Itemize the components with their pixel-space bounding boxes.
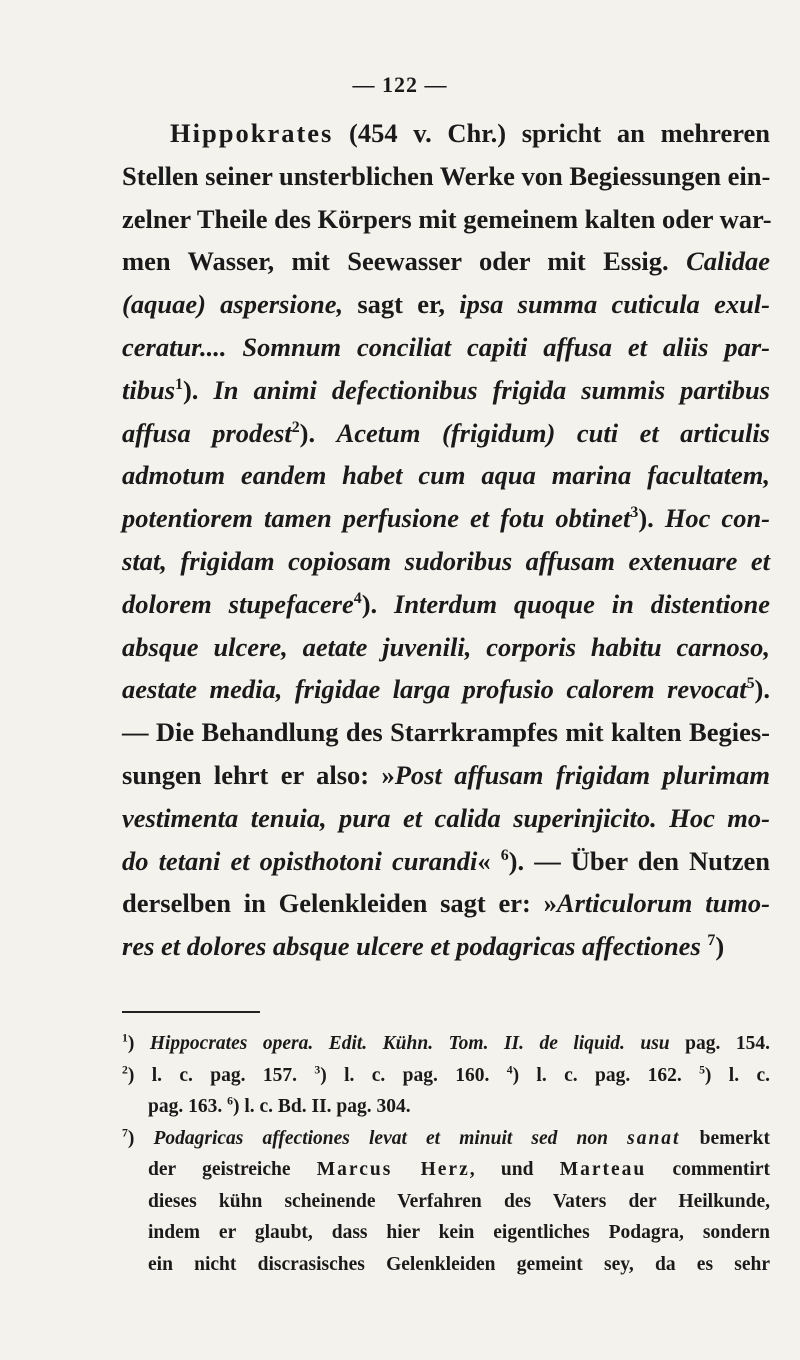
footnotes bbox=[122, 1028, 770, 1280]
text-run: pag. 154. bbox=[669, 1033, 770, 1054]
footnote-ref: 3 bbox=[630, 504, 639, 522]
footnote-ref: 5 bbox=[699, 1063, 705, 1076]
footnote-ref: 1 bbox=[175, 375, 183, 393]
latin-quote: Articulorum tumo- bbox=[556, 888, 770, 919]
latin-quote: ipsa summa cuticula exul- bbox=[459, 289, 771, 320]
latin-quote: res et dolores absque ulcere et podagricas affectiones bbox=[122, 931, 701, 962]
text-line bbox=[122, 882, 770, 925]
latin-quote: dolorem stupefacere bbox=[122, 588, 354, 619]
latin-quote: admotum eandem habet cum aqua marina facultatem, bbox=[122, 460, 770, 491]
footnote-line bbox=[122, 1123, 770, 1155]
page-number: — 122 — bbox=[352, 72, 448, 97]
main-text bbox=[122, 112, 770, 968]
footnote-ref: 7 bbox=[122, 1126, 128, 1139]
text-line bbox=[122, 626, 770, 669]
text-run: zelner Theile des Körpers mit gemeinem kalten oder war- bbox=[122, 203, 772, 234]
text-line bbox=[122, 155, 770, 198]
latin-quote: stat, frigidam copiosam sudoribus affusam extenuare et bbox=[122, 545, 770, 576]
footnote-ref: 3 bbox=[314, 1063, 321, 1076]
text-run: « bbox=[477, 845, 501, 876]
spaced-word: sanat bbox=[627, 1127, 681, 1149]
text-run: ) l. c. pag. 160. bbox=[320, 1064, 507, 1086]
footnote-ref: 4 bbox=[353, 589, 362, 607]
spaced-name: Hippokrates bbox=[170, 118, 334, 148]
text-run: bemerkt bbox=[680, 1127, 770, 1149]
latin-quote: Hippocrates opera. Edit. Kühn. Tom. II. de liquid. usu bbox=[149, 1033, 670, 1054]
footnote-line bbox=[122, 1028, 770, 1060]
text-line bbox=[122, 497, 770, 540]
latin-quote: In animi defectionibus frigida summis partibus bbox=[213, 374, 770, 405]
text-line bbox=[122, 326, 770, 369]
latin-quote: Calidae bbox=[686, 246, 770, 277]
footnote-line bbox=[122, 1186, 770, 1218]
text-line bbox=[122, 198, 770, 241]
text-line bbox=[122, 540, 770, 583]
spaced-name: Marteau bbox=[559, 1159, 647, 1180]
text-run: derselben in Gelenkleiden sagt er: » bbox=[122, 888, 557, 919]
text-run: indem er glaubt, dass hier kein eigentliches Podagra, sondern bbox=[148, 1222, 770, 1243]
latin-quote: Interdum quoque in distentione bbox=[394, 588, 770, 619]
latin-quote: affusa prodest bbox=[122, 417, 292, 448]
latin-quote: Hoc con- bbox=[664, 503, 771, 534]
text-run: ) l. c. bbox=[704, 1064, 770, 1086]
latin-quote: ceratur.... Somnum conciliat capiti affusa et aliis par- bbox=[122, 331, 770, 362]
spaced-name: Marcus Herz bbox=[316, 1159, 470, 1180]
text-run: sungen lehrt er also: » bbox=[122, 759, 395, 790]
latin-quote: Post affusam frigidam plurimam bbox=[394, 759, 770, 790]
text-run: pag. 163. bbox=[148, 1096, 228, 1117]
latin-quote: (aquae) aspersione, bbox=[122, 289, 344, 320]
text-line bbox=[122, 112, 770, 155]
footnote-ref: 4 bbox=[506, 1063, 513, 1076]
text-line bbox=[122, 754, 770, 797]
footnote-separator bbox=[122, 1011, 260, 1013]
text-run: dieses kühn scheinende Verfahren des Vaters der Heilkunde, bbox=[148, 1190, 770, 1212]
footnote-ref: 5 bbox=[746, 675, 755, 693]
text-run: ). bbox=[361, 588, 394, 619]
footnote-line bbox=[122, 1091, 770, 1123]
text-run: ) bbox=[715, 931, 725, 962]
footnote-ref: 1 bbox=[122, 1031, 128, 1045]
footnote-line bbox=[122, 1060, 770, 1092]
text-run: sagt er, bbox=[343, 289, 460, 320]
text-run: ) l. c. pag. 162. bbox=[512, 1064, 700, 1086]
text-line bbox=[122, 797, 770, 840]
text-run: ) l. c. pag. 157. bbox=[127, 1064, 315, 1086]
latin-quote: Podagricas affectiones levat et minuit sed non bbox=[153, 1127, 608, 1149]
text-line bbox=[122, 840, 770, 883]
latin-quote: tibus bbox=[122, 374, 176, 405]
footnote-line bbox=[122, 1249, 770, 1281]
text-run: ) bbox=[127, 1127, 154, 1149]
text-run: ein nicht discrasisches Gelenkleiden gemeint sey, da es sehr bbox=[148, 1253, 770, 1275]
text-run: ) bbox=[127, 1033, 150, 1054]
latin-quote: do tetani et opisthotoni curandi bbox=[122, 845, 478, 876]
text-run: commentirt bbox=[646, 1159, 770, 1180]
footnote-ref: 2 bbox=[291, 418, 300, 436]
text-line bbox=[122, 283, 770, 326]
footnote-ref: 6 bbox=[500, 846, 509, 864]
latin-quote: vestimenta tenuia, pura et calida superinjicito. Hoc mo- bbox=[122, 802, 770, 833]
text-line bbox=[122, 668, 770, 711]
text-run: (454 v. Chr.) spricht an mehreren bbox=[333, 118, 770, 148]
text-line bbox=[122, 925, 770, 968]
text-run: ). bbox=[754, 674, 770, 705]
text-run: der geistreiche bbox=[148, 1159, 317, 1180]
text-run: ) l. c. Bd. II. pag. 304. bbox=[232, 1096, 411, 1117]
text-run: Stellen seiner unsterblichen Werke von Begiessungen ein- bbox=[122, 160, 771, 191]
text-line bbox=[122, 412, 770, 455]
text-run: ). — Über den Nutzen bbox=[508, 845, 771, 876]
footnote-line bbox=[122, 1217, 770, 1249]
footnote-line bbox=[122, 1154, 770, 1186]
footnote-ref: 7 bbox=[707, 932, 716, 950]
text-run: ). bbox=[638, 503, 665, 534]
text-line bbox=[122, 240, 770, 283]
text-line bbox=[122, 369, 770, 412]
text-run: — Die Behandlung des Starrkrampfes mit kalten Begies- bbox=[122, 717, 770, 748]
text-run: ). bbox=[299, 417, 337, 448]
text-run: men Wasser, mit Seewasser oder mit Essig. bbox=[122, 246, 687, 277]
latin-quote: Acetum (frigidum) cuti et articulis bbox=[336, 417, 770, 448]
latin-quote: aestate media, frigidae larga profusio calorem revocat bbox=[122, 674, 747, 705]
latin-quote: potentiorem tamen perfusione et fotu obtinet bbox=[122, 503, 631, 534]
latin-quote: absque ulcere, aetate juvenili, corporis habitu carnoso, bbox=[122, 631, 770, 662]
text-run: ). bbox=[182, 374, 214, 405]
footnote-ref: 6 bbox=[227, 1094, 233, 1108]
footnote-ref: 2 bbox=[122, 1063, 128, 1076]
text-line bbox=[122, 711, 770, 754]
text-run bbox=[608, 1128, 627, 1149]
text-line bbox=[122, 454, 770, 497]
text-run: , und bbox=[469, 1159, 560, 1180]
text-line bbox=[122, 583, 770, 626]
